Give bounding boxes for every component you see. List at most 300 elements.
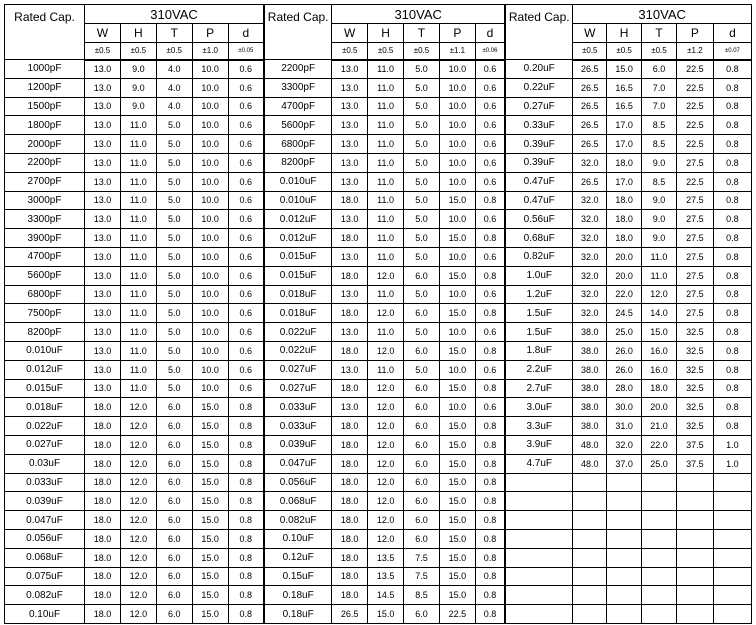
- empty-cell: [676, 605, 713, 624]
- rated-cap-cell: 8200pF: [5, 323, 85, 342]
- dimension-cell: 30.0: [607, 398, 642, 417]
- rated-cap-header: Rated Cap.: [5, 5, 85, 60]
- dimension-cell: 12.0: [368, 398, 404, 417]
- dimension-cell: 11.0: [120, 210, 156, 229]
- dimension-cell: 6.0: [404, 473, 440, 492]
- dimension-cell: 0.8: [228, 417, 264, 436]
- dimension-cell: 15.0: [192, 398, 228, 417]
- empty-cell: [642, 511, 677, 530]
- dimension-cell: 0.8: [713, 285, 751, 304]
- dimension-cell: 0.6: [228, 172, 264, 191]
- dimension-cell: 10.0: [439, 135, 475, 154]
- rated-cap-cell: 0.12uF: [264, 548, 332, 567]
- tolerance-header: ±0.5: [607, 43, 642, 60]
- dimension-cell: 6.0: [156, 605, 192, 624]
- dimension-cell: 28.0: [607, 379, 642, 398]
- dimension-cell: 0.8: [713, 417, 751, 436]
- dimension-cell: 5.0: [156, 360, 192, 379]
- dimension-cell: 5.0: [404, 116, 440, 135]
- dimension-cell: 13.0: [85, 97, 121, 116]
- dimension-header: W: [332, 24, 368, 43]
- table-row: [5, 60, 752, 79]
- dimension-cell: 0.8: [713, 266, 751, 285]
- rated-cap-cell: 1000pF: [5, 60, 85, 79]
- dimension-cell: 6.0: [404, 605, 440, 624]
- dimension-cell: 32.0: [573, 153, 607, 172]
- dimension-cell: 11.0: [368, 135, 404, 154]
- dimension-cell: 32.5: [676, 398, 713, 417]
- dimension-cell: 9.0: [642, 210, 677, 229]
- dimension-cell: 16.0: [642, 360, 677, 379]
- empty-cell: [607, 586, 642, 605]
- dimension-cell: 5.0: [404, 285, 440, 304]
- dimension-cell: 0.8: [713, 398, 751, 417]
- dimension-cell: 15.0: [607, 60, 642, 79]
- dimension-cell: 22.5: [439, 605, 475, 624]
- table-row: [5, 435, 752, 454]
- dimension-cell: 11.0: [120, 247, 156, 266]
- dimension-cell: 8.5: [642, 172, 677, 191]
- dimension-cell: 22.0: [642, 435, 677, 454]
- dimension-cell: 13.0: [332, 153, 368, 172]
- dimension-cell: 10.0: [439, 116, 475, 135]
- dimension-cell: 11.0: [120, 135, 156, 154]
- dimension-cell: 0.8: [713, 247, 751, 266]
- empty-cell: [642, 548, 677, 567]
- dimension-cell: 9.0: [642, 229, 677, 248]
- rated-cap-cell: 2.7uF: [505, 379, 573, 398]
- dimension-header: T: [642, 24, 677, 43]
- empty-cell: [713, 511, 751, 530]
- empty-cell: [713, 567, 751, 586]
- dimension-cell: 13.0: [332, 97, 368, 116]
- dimension-cell: 26.5: [573, 60, 607, 79]
- dimension-cell: 0.6: [228, 229, 264, 248]
- dimension-cell: 0.8: [475, 435, 505, 454]
- dimension-cell: 11.0: [368, 229, 404, 248]
- empty-cell: [642, 473, 677, 492]
- dimension-cell: 11.0: [120, 341, 156, 360]
- dimension-cell: 15.0: [439, 304, 475, 323]
- dimension-cell: 12.0: [120, 586, 156, 605]
- tolerance-header: ±1.2: [676, 43, 713, 60]
- dimension-cell: 13.0: [85, 60, 121, 79]
- dimension-cell: 13.0: [85, 135, 121, 154]
- dimension-cell: 0.8: [713, 60, 751, 79]
- rated-cap-cell: 0.10uF: [5, 605, 85, 624]
- dimension-cell: 6.0: [404, 398, 440, 417]
- dimension-cell: 13.0: [85, 210, 121, 229]
- dimension-cell: 26.5: [573, 172, 607, 191]
- dimension-cell: 15.0: [439, 586, 475, 605]
- dimension-cell: 0.6: [475, 285, 505, 304]
- table-row: [5, 135, 752, 154]
- rated-cap-cell: 0.03uF: [5, 454, 85, 473]
- dimension-cell: 13.0: [332, 360, 368, 379]
- table-row: [5, 473, 752, 492]
- tolerance-header: ±0.5: [332, 43, 368, 60]
- table-row: [5, 172, 752, 191]
- empty-cell: [676, 548, 713, 567]
- dimension-cell: 9.0: [642, 191, 677, 210]
- dimension-cell: 8.5: [404, 586, 440, 605]
- table-row: [5, 191, 752, 210]
- table-row: [5, 285, 752, 304]
- dimension-cell: 13.0: [85, 247, 121, 266]
- dimension-cell: 12.0: [120, 548, 156, 567]
- dimension-cell: 13.0: [85, 229, 121, 248]
- rated-cap-cell: 0.27uF: [505, 97, 573, 116]
- dimension-cell: 32.0: [573, 304, 607, 323]
- dimension-cell: 5.0: [404, 229, 440, 248]
- empty-cell: [505, 529, 573, 548]
- dimension-cell: 13.0: [332, 60, 368, 79]
- dimension-cell: 15.0: [439, 379, 475, 398]
- dimension-cell: 10.0: [192, 116, 228, 135]
- dimension-cell: 0.8: [475, 529, 505, 548]
- rated-cap-cell: 0.033uF: [264, 398, 332, 417]
- dimension-header: W: [85, 24, 121, 43]
- dimension-cell: 5.0: [404, 60, 440, 79]
- dimension-cell: 17.0: [607, 135, 642, 154]
- dimension-cell: 0.6: [475, 135, 505, 154]
- dimension-cell: 5.0: [404, 135, 440, 154]
- dimension-cell: 10.0: [192, 247, 228, 266]
- rated-cap-header: Rated Cap.: [264, 5, 332, 60]
- dimension-cell: 6.0: [404, 435, 440, 454]
- empty-cell: [676, 511, 713, 530]
- dimension-cell: 9.0: [120, 60, 156, 79]
- dimension-cell: 12.0: [120, 492, 156, 511]
- tolerance-header: ±0.5: [642, 43, 677, 60]
- dimension-cell: 11.0: [120, 323, 156, 342]
- tolerance-header: ±1.0: [192, 43, 228, 60]
- dimension-cell: 38.0: [573, 360, 607, 379]
- dimension-cell: 15.0: [192, 435, 228, 454]
- empty-cell: [676, 473, 713, 492]
- rated-cap-cell: 2700pF: [5, 172, 85, 191]
- dimension-cell: 13.0: [85, 172, 121, 191]
- dimension-cell: 5.0: [156, 153, 192, 172]
- dimension-cell: 0.6: [475, 60, 505, 79]
- dimension-cell: 31.0: [607, 417, 642, 436]
- dimension-cell: 32.0: [573, 210, 607, 229]
- dimension-cell: 6.0: [156, 473, 192, 492]
- dimension-cell: 16.0: [642, 341, 677, 360]
- dimension-cell: 11.0: [368, 78, 404, 97]
- dimension-cell: 38.0: [573, 417, 607, 436]
- rated-cap-cell: 6800pF: [5, 285, 85, 304]
- dimension-cell: 15.0: [439, 266, 475, 285]
- dimension-cell: 26.0: [607, 341, 642, 360]
- dimension-cell: 6.0: [404, 417, 440, 436]
- empty-cell: [573, 473, 607, 492]
- dimension-cell: 0.8: [713, 360, 751, 379]
- dimension-cell: 5.0: [404, 191, 440, 210]
- dimension-cell: 15.0: [192, 548, 228, 567]
- dimension-cell: 15.0: [192, 511, 228, 530]
- dimension-cell: 0.8: [475, 586, 505, 605]
- dimension-cell: 13.0: [85, 116, 121, 135]
- dimension-cell: 18.0: [332, 567, 368, 586]
- dimension-cell: 12.0: [368, 454, 404, 473]
- dimension-cell: 32.5: [676, 417, 713, 436]
- dimension-cell: 13.0: [332, 116, 368, 135]
- tolerance-header: ±0.5: [573, 43, 607, 60]
- dimension-cell: 18.0: [642, 379, 677, 398]
- dimension-cell: 5.0: [404, 247, 440, 266]
- dimension-cell: 13.0: [85, 191, 121, 210]
- rated-cap-header: Rated Cap.: [505, 5, 573, 60]
- dimension-cell: 18.0: [332, 473, 368, 492]
- table-row: [5, 398, 752, 417]
- dimension-cell: 12.0: [642, 285, 677, 304]
- rated-cap-cell: 1.2uF: [505, 285, 573, 304]
- dimension-cell: 10.0: [439, 78, 475, 97]
- dimension-cell: 4.0: [156, 78, 192, 97]
- dimension-header: d: [475, 24, 505, 43]
- rated-cap-cell: 0.56uF: [505, 210, 573, 229]
- dimension-cell: 0.6: [228, 341, 264, 360]
- dimension-cell: 12.0: [368, 435, 404, 454]
- dimension-cell: 0.8: [228, 398, 264, 417]
- empty-cell: [573, 511, 607, 530]
- dimension-cell: 9.0: [120, 97, 156, 116]
- dimension-cell: 12.0: [368, 266, 404, 285]
- dimension-cell: 32.0: [573, 266, 607, 285]
- tolerance-header: ±0.5: [120, 43, 156, 60]
- empty-cell: [607, 605, 642, 624]
- dimension-cell: 11.0: [642, 266, 677, 285]
- dimension-header: H: [368, 24, 404, 43]
- capacitor-dimension-sheet: [4, 4, 752, 624]
- dimension-cell: 0.8: [475, 304, 505, 323]
- dimension-cell: 5.0: [156, 285, 192, 304]
- dimension-cell: 18.0: [332, 435, 368, 454]
- table-row: [5, 360, 752, 379]
- dimension-cell: 11.0: [120, 304, 156, 323]
- dimension-cell: 18.0: [85, 473, 121, 492]
- dimension-cell: 6.0: [404, 529, 440, 548]
- dimension-cell: 15.0: [439, 473, 475, 492]
- dimension-cell: 13.0: [85, 285, 121, 304]
- empty-cell: [642, 605, 677, 624]
- dimension-cell: 0.8: [475, 492, 505, 511]
- dimension-cell: 38.0: [573, 379, 607, 398]
- table-row: [5, 210, 752, 229]
- empty-cell: [607, 492, 642, 511]
- dimension-cell: 13.0: [332, 210, 368, 229]
- dimension-cell: 12.0: [120, 529, 156, 548]
- table-row: [5, 417, 752, 436]
- dimension-cell: 0.6: [475, 153, 505, 172]
- dimension-cell: 13.0: [332, 247, 368, 266]
- rated-cap-cell: 0.10uF: [264, 529, 332, 548]
- dimension-cell: 0.6: [228, 285, 264, 304]
- empty-cell: [642, 567, 677, 586]
- dimension-cell: 0.8: [228, 529, 264, 548]
- table-row: [5, 605, 752, 624]
- dimension-cell: 15.0: [439, 511, 475, 530]
- empty-cell: [676, 492, 713, 511]
- empty-cell: [607, 473, 642, 492]
- dimension-cell: 18.0: [332, 266, 368, 285]
- dimension-cell: 16.5: [607, 97, 642, 116]
- dimension-cell: 10.0: [192, 191, 228, 210]
- dimension-cell: 0.6: [475, 210, 505, 229]
- dimension-cell: 6.0: [156, 548, 192, 567]
- dimension-cell: 13.5: [368, 567, 404, 586]
- dimension-cell: 10.0: [439, 323, 475, 342]
- dimension-cell: 11.0: [120, 229, 156, 248]
- dimension-cell: 0.8: [713, 210, 751, 229]
- rated-cap-cell: 1.8uF: [505, 341, 573, 360]
- dimension-cell: 11.0: [368, 172, 404, 191]
- dimension-cell: 18.0: [85, 605, 121, 624]
- dimension-header: d: [713, 24, 751, 43]
- table-row: [5, 97, 752, 116]
- dimension-header: P: [676, 24, 713, 43]
- empty-cell: [505, 511, 573, 530]
- dimension-cell: 7.0: [642, 97, 677, 116]
- dimension-cell: 12.0: [120, 435, 156, 454]
- rated-cap-cell: 0.015uF: [5, 379, 85, 398]
- dimension-cell: 10.0: [192, 360, 228, 379]
- dimension-cell: 18.0: [607, 229, 642, 248]
- dimension-cell: 15.0: [439, 417, 475, 436]
- dimension-cell: 22.0: [607, 285, 642, 304]
- dimension-cell: 12.0: [368, 529, 404, 548]
- dimension-cell: 10.0: [439, 97, 475, 116]
- rated-cap-cell: 0.82uF: [505, 247, 573, 266]
- dimension-cell: 0.8: [713, 304, 751, 323]
- empty-cell: [713, 473, 751, 492]
- tolerance-header: ±0.05: [228, 43, 264, 60]
- empty-cell: [505, 548, 573, 567]
- dimension-cell: 12.0: [368, 341, 404, 360]
- rated-cap-cell: 0.018uF: [5, 398, 85, 417]
- dimension-cell: 6.0: [156, 435, 192, 454]
- empty-cell: [676, 567, 713, 586]
- dimension-cell: 0.8: [713, 172, 751, 191]
- dimension-cell: 20.0: [607, 266, 642, 285]
- dimension-cell: 0.8: [475, 548, 505, 567]
- dimension-cell: 16.5: [607, 78, 642, 97]
- dimension-cell: 18.0: [85, 398, 121, 417]
- rated-cap-cell: 0.39uF: [505, 135, 573, 154]
- dimension-cell: 32.0: [573, 191, 607, 210]
- dimension-cell: 13.0: [85, 266, 121, 285]
- rated-cap-cell: 0.18uF: [264, 586, 332, 605]
- dimension-cell: 18.0: [85, 529, 121, 548]
- rated-cap-cell: 0.047uF: [264, 454, 332, 473]
- dimension-cell: 48.0: [573, 435, 607, 454]
- dimension-cell: 15.0: [192, 417, 228, 436]
- dimension-cell: 18.0: [332, 191, 368, 210]
- dimension-cell: 25.0: [642, 454, 677, 473]
- dimension-cell: 11.0: [368, 210, 404, 229]
- dimension-header: P: [439, 24, 475, 43]
- dimension-cell: 11.0: [368, 323, 404, 342]
- rated-cap-cell: 3300pF: [264, 78, 332, 97]
- empty-cell: [713, 492, 751, 511]
- dimension-cell: 0.8: [713, 323, 751, 342]
- dimension-cell: 27.5: [676, 304, 713, 323]
- table-row: [5, 266, 752, 285]
- dimension-cell: 0.8: [713, 379, 751, 398]
- dimension-cell: 0.6: [228, 60, 264, 79]
- rated-cap-cell: 0.033uF: [264, 417, 332, 436]
- rated-cap-cell: 0.027uF: [264, 379, 332, 398]
- dimension-cell: 48.0: [573, 454, 607, 473]
- dimension-cell: 10.0: [192, 210, 228, 229]
- dimension-cell: 6.0: [404, 266, 440, 285]
- table-row: [5, 454, 752, 473]
- dimension-cell: 10.0: [192, 135, 228, 154]
- dimension-cell: 13.0: [85, 360, 121, 379]
- dimension-cell: 15.0: [368, 605, 404, 624]
- dimension-cell: 26.5: [332, 605, 368, 624]
- dimension-cell: 18.0: [332, 511, 368, 530]
- table-row: [5, 586, 752, 605]
- dimension-cell: 13.0: [85, 323, 121, 342]
- dimension-cell: 17.0: [607, 116, 642, 135]
- dimension-cell: 27.5: [676, 266, 713, 285]
- dimension-cell: 0.6: [228, 360, 264, 379]
- rated-cap-cell: 0.082uF: [5, 586, 85, 605]
- table-row: [5, 153, 752, 172]
- rated-cap-cell: 4700pF: [264, 97, 332, 116]
- dimension-cell: 0.8: [713, 153, 751, 172]
- rated-cap-cell: 0.039uF: [5, 492, 85, 511]
- rated-cap-cell: 0.15uF: [264, 567, 332, 586]
- dimension-cell: 0.8: [228, 454, 264, 473]
- rated-cap-cell: 0.082uF: [264, 511, 332, 530]
- rated-cap-cell: 0.056uF: [5, 529, 85, 548]
- dimension-cell: 26.5: [573, 116, 607, 135]
- dimension-cell: 0.6: [228, 153, 264, 172]
- rated-cap-cell: 0.018uF: [264, 285, 332, 304]
- dimension-cell: 6.0: [156, 454, 192, 473]
- dimension-cell: 11.0: [120, 379, 156, 398]
- dimension-cell: 10.0: [439, 398, 475, 417]
- dimension-cell: 12.0: [120, 454, 156, 473]
- dimension-cell: 10.0: [192, 229, 228, 248]
- dimension-cell: 6.0: [156, 529, 192, 548]
- dimension-cell: 15.0: [642, 323, 677, 342]
- rated-cap-cell: 0.068uF: [5, 548, 85, 567]
- dimension-cell: 11.0: [120, 172, 156, 191]
- rated-cap-cell: 0.047uF: [5, 511, 85, 530]
- rated-cap-cell: 1200pF: [5, 78, 85, 97]
- dimension-cell: 27.5: [676, 285, 713, 304]
- dimension-cell: 15.0: [439, 341, 475, 360]
- dimension-cell: 0.8: [475, 605, 505, 624]
- dimension-cell: 10.0: [192, 60, 228, 79]
- empty-cell: [505, 586, 573, 605]
- dimension-cell: 10.0: [439, 172, 475, 191]
- rated-cap-cell: 0.39uF: [505, 153, 573, 172]
- rated-cap-cell: 2200pF: [264, 60, 332, 79]
- dimension-cell: 20.0: [642, 398, 677, 417]
- dimension-cell: 5.0: [404, 78, 440, 97]
- empty-cell: [713, 586, 751, 605]
- dimension-cell: 15.0: [439, 548, 475, 567]
- dimension-cell: 12.0: [120, 473, 156, 492]
- dimension-cell: 0.6: [475, 323, 505, 342]
- dimension-cell: 0.6: [475, 247, 505, 266]
- dimension-cell: 9.0: [642, 153, 677, 172]
